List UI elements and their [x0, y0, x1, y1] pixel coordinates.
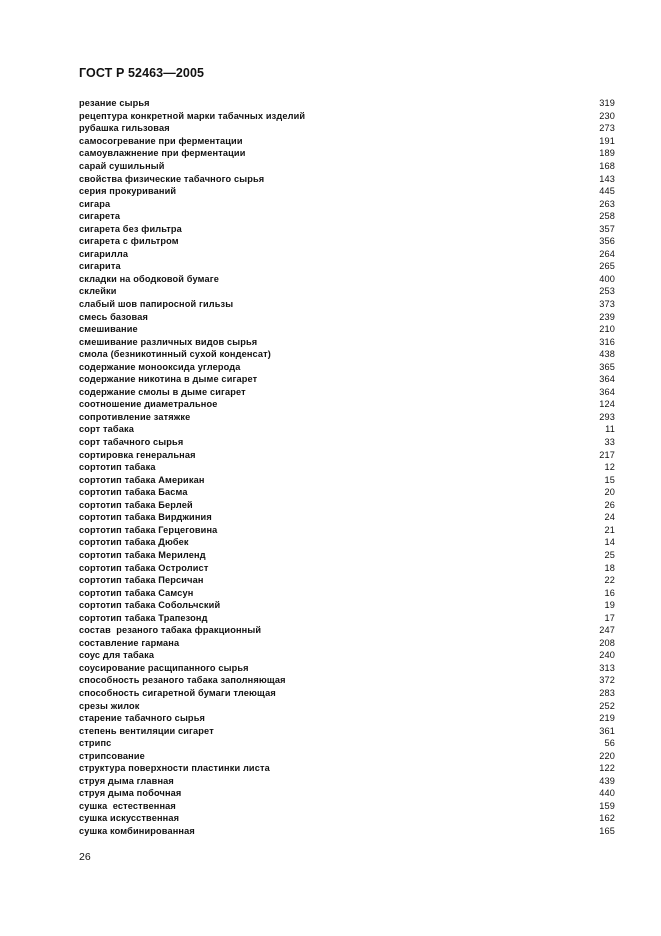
index-term: содержание никотина в дыме сигарет — [79, 374, 258, 385]
index-page-reference: 263 — [599, 198, 615, 209]
index-entry — [79, 611, 615, 624]
index-page-reference: 122 — [599, 763, 615, 774]
index-entry — [79, 775, 615, 788]
index-page-reference: 208 — [599, 637, 615, 648]
index-page-reference: 219 — [599, 713, 615, 724]
index-term: резание сырья — [79, 98, 150, 109]
index-term: соус для табака — [79, 650, 155, 661]
index-page-reference: 16 — [604, 587, 615, 598]
index-page-reference: 400 — [599, 273, 615, 284]
index-term: сигарета — [79, 211, 121, 222]
index-term: самосогревание при ферментации — [79, 135, 243, 146]
index-term: смола (безникотинный сухой конденсат) — [79, 349, 272, 360]
index-page-reference: 14 — [604, 537, 615, 548]
index-page-reference: 17 — [604, 612, 615, 623]
index-page-reference: 253 — [599, 286, 615, 297]
index-page-reference: 258 — [599, 211, 615, 222]
index-term: состав резаного табака фракционный — [79, 625, 262, 636]
index-entry — [79, 762, 615, 775]
index-entry — [79, 411, 615, 424]
index-term: склейки — [79, 286, 117, 297]
index-page-reference: 24 — [604, 512, 615, 523]
index-term: содержание смолы в дыме сигарет — [79, 386, 246, 397]
index-page-reference: 313 — [599, 662, 615, 673]
index-term: свойства физические табачного сырья — [79, 173, 265, 184]
index-term: сортотип табака Американ — [79, 474, 205, 485]
index-page-reference: 189 — [599, 148, 615, 159]
index-page-reference: 159 — [599, 800, 615, 811]
index-term: сигарита — [79, 261, 121, 272]
index-term: стрипсование — [79, 750, 145, 761]
index-entry — [79, 624, 615, 637]
index-entry — [79, 386, 615, 399]
index-term: серия прокуриваний — [79, 186, 177, 197]
index-page-reference: 252 — [599, 700, 615, 711]
index-entry — [79, 398, 615, 411]
index-entry — [79, 549, 615, 562]
index-entry — [79, 473, 615, 486]
index-entry — [79, 185, 615, 198]
index-page-reference: 162 — [599, 813, 615, 824]
index-entry — [79, 787, 615, 800]
index-entry — [79, 310, 615, 323]
index-entry — [79, 222, 615, 235]
index-entry — [79, 511, 615, 524]
index-entry — [79, 699, 615, 712]
index-entry — [79, 273, 615, 286]
document-header: ГОСТ Р 52463—2005 — [79, 66, 205, 80]
index-page-reference: 165 — [599, 825, 615, 836]
index-entry — [79, 135, 615, 148]
index-term: струя дыма побочная — [79, 788, 182, 799]
index-term: рецептура конкретной марки табачных изделий — [79, 110, 306, 121]
index-entry — [79, 662, 615, 675]
index-page-reference: 230 — [599, 110, 615, 121]
index-page-reference: 293 — [599, 411, 615, 422]
index-term: смесь базовая — [79, 311, 148, 322]
index-page-reference: 319 — [599, 98, 615, 109]
index-term: сигарета с фильтром — [79, 236, 179, 247]
index-entry — [79, 687, 615, 700]
index-page-reference: 445 — [599, 186, 615, 197]
index-entry — [79, 122, 615, 135]
index-term: сигарета без фильтра — [79, 223, 182, 234]
index-entry — [79, 436, 615, 449]
index-entry — [79, 812, 615, 825]
index-term: соусирование расщипанного сырья — [79, 662, 249, 673]
index-term: смешивание различных видов сырья — [79, 336, 258, 347]
index-term: сортотип табака Собольчский — [79, 600, 221, 611]
index-term: сортотип табака Басма — [79, 487, 188, 498]
index-page-reference: 12 — [604, 462, 615, 473]
index-term: срезы жилок — [79, 700, 140, 711]
index-term: сушка естественная — [79, 800, 176, 811]
index-entry — [79, 298, 615, 311]
index-entry — [79, 649, 615, 662]
index-entry — [79, 360, 615, 373]
index-page-reference: 316 — [599, 336, 615, 347]
index-term: сортотип табака Персичан — [79, 575, 204, 586]
index-term: сушка искусственная — [79, 813, 180, 824]
page-number: 26 — [79, 851, 91, 863]
index-page-reference: 11 — [605, 424, 615, 435]
index-term: структура поверхности пластинки листа — [79, 763, 270, 774]
index-term: сигарилла — [79, 248, 129, 259]
index-page-reference: 265 — [599, 261, 615, 272]
index-entry — [79, 574, 615, 587]
index-entry — [79, 499, 615, 512]
alphabetical-index — [79, 97, 615, 837]
index-term: составление гармана — [79, 637, 180, 648]
index-term: сортотип табака Мериленд — [79, 549, 206, 560]
index-entry — [79, 800, 615, 813]
index-page-reference: 438 — [599, 349, 615, 360]
index-term: смешивание — [79, 324, 138, 335]
index-page-reference: 19 — [604, 600, 615, 611]
index-page-reference: 239 — [599, 311, 615, 322]
index-page-reference: 357 — [599, 223, 615, 234]
index-term: слабый шов папиросной гильзы — [79, 299, 234, 310]
index-entry — [79, 323, 615, 336]
index-page-reference: 356 — [599, 236, 615, 247]
index-page-reference: 365 — [599, 361, 615, 372]
index-entry — [79, 348, 615, 361]
index-page-reference: 372 — [599, 675, 615, 686]
index-term: рубашка гильзовая — [79, 123, 170, 134]
index-entry — [79, 712, 615, 725]
index-entry — [79, 599, 615, 612]
index-page-reference: 191 — [599, 135, 615, 146]
index-entry — [79, 737, 615, 750]
index-term: сортотип табака Вирджиния — [79, 512, 212, 523]
index-entry — [79, 448, 615, 461]
index-page-reference: 283 — [599, 687, 615, 698]
index-entry — [79, 423, 615, 436]
index-term: способность сигаретной бумаги тлеющая — [79, 687, 276, 698]
index-term: самоувлажнение при ферментации — [79, 148, 246, 159]
index-term: сортотип табака Трапезонд — [79, 612, 208, 623]
index-term: сопротивление затяжке — [79, 411, 191, 422]
index-page-reference: 143 — [599, 173, 615, 184]
index-page-reference: 25 — [604, 549, 615, 560]
index-entry — [79, 373, 615, 386]
index-entry — [79, 248, 615, 261]
index-page-reference: 364 — [599, 374, 615, 385]
index-term: сортотип табака Берлей — [79, 499, 193, 510]
index-entry — [79, 825, 615, 838]
index-page-reference: 15 — [604, 474, 615, 485]
index-page-reference: 373 — [599, 299, 615, 310]
index-entry — [79, 674, 615, 687]
index-entry — [79, 637, 615, 650]
index-page-reference: 20 — [604, 487, 615, 498]
index-entry — [79, 461, 615, 474]
index-entry — [79, 724, 615, 737]
index-entry — [79, 586, 615, 599]
index-page-reference: 124 — [599, 399, 615, 410]
index-entry — [79, 524, 615, 537]
index-term: складки на ободковой бумаге — [79, 273, 219, 284]
index-page-reference: 210 — [599, 324, 615, 335]
index-term: сортировка генеральная — [79, 449, 196, 460]
index-page-reference: 220 — [599, 750, 615, 761]
index-page-reference: 217 — [599, 449, 615, 460]
index-page-reference: 440 — [599, 788, 615, 799]
index-term: способность резаного табака заполняющая — [79, 675, 286, 686]
index-entry — [79, 536, 615, 549]
index-term: сорт табака — [79, 424, 135, 435]
index-page-reference: 439 — [599, 775, 615, 786]
index-term: сортотип табака Самсун — [79, 587, 194, 598]
index-term: сортотип табака Герцеговина — [79, 524, 218, 535]
index-page-reference: 22 — [604, 575, 615, 586]
index-entry — [79, 147, 615, 160]
index-entry — [79, 749, 615, 762]
index-term: сортотип табака — [79, 462, 156, 473]
index-term: сушка комбинированная — [79, 825, 195, 836]
index-page-reference: 264 — [599, 248, 615, 259]
index-entry — [79, 97, 615, 110]
index-entry — [79, 235, 615, 248]
index-entry — [79, 335, 615, 348]
index-entry — [79, 172, 615, 185]
index-term: стрипс — [79, 738, 112, 749]
index-entry — [79, 197, 615, 210]
index-term: степень вентиляции сигарет — [79, 725, 214, 736]
index-page-reference: 273 — [599, 123, 615, 134]
index-term: сортотип табака Остролист — [79, 562, 209, 573]
index-entry — [79, 561, 615, 574]
index-page-reference: 33 — [604, 437, 615, 448]
index-entry — [79, 260, 615, 273]
index-term: струя дыма главная — [79, 775, 174, 786]
index-page-reference: 56 — [604, 738, 615, 749]
index-term: старение табачного сырья — [79, 713, 206, 724]
index-page-reference: 247 — [599, 625, 615, 636]
index-page-reference: 168 — [599, 161, 615, 171]
index-entry — [79, 160, 615, 173]
index-term: сортотип табака Дюбек — [79, 537, 189, 548]
index-term: содержание монооксида углерода — [79, 361, 241, 372]
index-page-reference: 18 — [604, 562, 615, 573]
index-page-reference: 21 — [604, 524, 615, 535]
index-term: сигара — [79, 198, 111, 209]
index-entry — [79, 210, 615, 223]
index-page-reference: 26 — [604, 499, 615, 510]
index-page-reference: 361 — [599, 725, 615, 736]
index-entry — [79, 110, 615, 123]
index-term: соотношение диаметральное — [79, 399, 218, 410]
index-term: сорт табачного сырья — [79, 437, 184, 448]
index-term: сарай сушильный — [79, 161, 165, 171]
index-page-reference: 364 — [599, 386, 615, 397]
index-entry — [79, 486, 615, 499]
index-page-reference: 240 — [599, 650, 615, 661]
index-entry — [79, 285, 615, 298]
